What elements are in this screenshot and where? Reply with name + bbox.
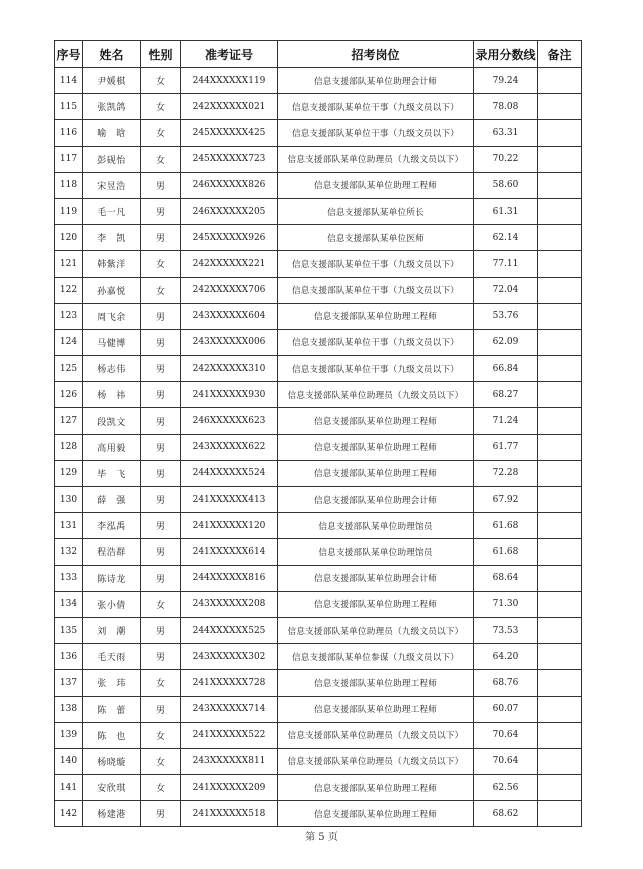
cell-score: 68.62 (474, 801, 538, 827)
cell-score: 68.76 (474, 670, 538, 696)
cell-position: 信息支援部队某单位干事（九级文员以下） (278, 94, 474, 120)
cell-remark (538, 408, 582, 434)
cell-remark (538, 303, 582, 329)
cell-name: 李泓禹 (83, 513, 141, 539)
cell-seq: 137 (55, 670, 83, 696)
table-row (55, 775, 582, 801)
cell-position: 信息支援部队某单位所长 (278, 198, 474, 224)
cell-remark (538, 68, 582, 94)
cell-exam-no: 244XXXXXX816 (181, 565, 278, 591)
header-position: 招考岗位 (278, 41, 474, 68)
cell-remark (538, 565, 582, 591)
cell-position: 信息支援部队某单位干事（九级文员以下） (278, 356, 474, 382)
cell-seq: 133 (55, 565, 83, 591)
cell-seq: 122 (55, 277, 83, 303)
cell-score: 53.76 (474, 303, 538, 329)
header-score: 录用分数线 (474, 41, 538, 68)
cell-score: 62.09 (474, 329, 538, 355)
cell-remark (538, 382, 582, 408)
cell-remark (538, 329, 582, 355)
cell-name: 毛天雨 (83, 644, 141, 670)
cell-gender: 男 (141, 539, 181, 565)
page-number: 第 5 页 (305, 832, 338, 843)
table-row (55, 801, 582, 827)
cell-remark (538, 670, 582, 696)
cell-exam-no: 242XXXXXX221 (181, 251, 278, 277)
cell-position: 信息支援部队某单位助理员（九级文员以下） (278, 382, 474, 408)
cell-gender: 女 (141, 722, 181, 748)
cell-gender: 女 (141, 670, 181, 696)
table-row (55, 68, 582, 94)
cell-seq: 141 (55, 775, 83, 801)
cell-exam-no: 241XXXXXX518 (181, 801, 278, 827)
cell-gender: 男 (141, 225, 181, 251)
cell-gender: 男 (141, 513, 181, 539)
cell-name: 高用毅 (83, 434, 141, 460)
cell-gender: 女 (141, 591, 181, 617)
table-row (55, 565, 582, 591)
cell-seq: 129 (55, 460, 83, 486)
table-row (55, 120, 582, 146)
cell-score: 60.07 (474, 696, 538, 722)
cell-exam-no: 246XXXXXX623 (181, 408, 278, 434)
header-row (55, 41, 582, 68)
cell-position: 信息支援部队某单位助理工程师 (278, 591, 474, 617)
table-row (55, 329, 582, 355)
cell-seq: 132 (55, 539, 83, 565)
cell-gender: 女 (141, 251, 181, 277)
cell-gender: 男 (141, 408, 181, 434)
cell-remark (538, 251, 582, 277)
table-row (55, 356, 582, 382)
cell-seq: 130 (55, 487, 83, 513)
cell-position: 信息支援部队某单位助理员（九级文员以下） (278, 748, 474, 774)
cell-position: 信息支援部队某单位助理工程师 (278, 670, 474, 696)
cell-score: 62.56 (474, 775, 538, 801)
cell-score: 61.68 (474, 539, 538, 565)
cell-exam-no: 243XXXXXX604 (181, 303, 278, 329)
cell-name: 张小倩 (83, 591, 141, 617)
cell-position: 信息支援部队某单位助理会计师 (278, 487, 474, 513)
cell-seq: 124 (55, 329, 83, 355)
table-row (55, 748, 582, 774)
table-row (55, 513, 582, 539)
table-row (55, 487, 582, 513)
cell-name: 程浩群 (83, 539, 141, 565)
cell-score: 68.64 (474, 565, 538, 591)
cell-remark (538, 748, 582, 774)
table-row (55, 251, 582, 277)
cell-remark (538, 434, 582, 460)
cell-score: 58.60 (474, 172, 538, 198)
cell-score: 79.24 (474, 68, 538, 94)
cell-position: 信息支援部队某单位医师 (278, 225, 474, 251)
cell-exam-no: 241XXXXXX614 (181, 539, 278, 565)
table-row (55, 303, 582, 329)
cell-exam-no: 246XXXXXX205 (181, 198, 278, 224)
cell-name: 薛 强 (83, 487, 141, 513)
cell-seq: 120 (55, 225, 83, 251)
cell-name: 陈 蕾 (83, 696, 141, 722)
cell-position: 信息支援部队某单位干事（九级文员以下） (278, 120, 474, 146)
cell-position: 信息支援部队某单位助理工程师 (278, 460, 474, 486)
results-table (54, 40, 582, 827)
cell-gender: 男 (141, 460, 181, 486)
table-row (55, 539, 582, 565)
cell-seq: 117 (55, 146, 83, 172)
cell-remark (538, 775, 582, 801)
cell-name: 毛一凡 (83, 198, 141, 224)
cell-seq: 115 (55, 94, 83, 120)
cell-seq: 142 (55, 801, 83, 827)
cell-score: 71.30 (474, 591, 538, 617)
table-row (55, 225, 582, 251)
cell-name: 毕 飞 (83, 460, 141, 486)
cell-exam-no: 243XXXXXX622 (181, 434, 278, 460)
cell-name: 杨志伟 (83, 356, 141, 382)
cell-name: 周飞余 (83, 303, 141, 329)
cell-position: 信息支援部队某单位助理工程师 (278, 775, 474, 801)
cell-exam-no: 241XXXXXX413 (181, 487, 278, 513)
cell-remark (538, 198, 582, 224)
cell-position: 信息支援部队某单位助理员（九级文员以下） (278, 617, 474, 643)
cell-remark (538, 487, 582, 513)
cell-score: 68.27 (474, 382, 538, 408)
cell-gender: 男 (141, 382, 181, 408)
cell-remark (538, 617, 582, 643)
cell-score: 71.24 (474, 408, 538, 434)
cell-remark (538, 277, 582, 303)
table-row (55, 591, 582, 617)
cell-seq: 125 (55, 356, 83, 382)
cell-gender: 女 (141, 94, 181, 120)
cell-exam-no: 243XXXXXX302 (181, 644, 278, 670)
cell-name: 杨 祎 (83, 382, 141, 408)
table-body (55, 68, 582, 827)
cell-exam-no: 242XXXXXX310 (181, 356, 278, 382)
cell-exam-no: 246XXXXXX826 (181, 172, 278, 198)
cell-name: 马健博 (83, 329, 141, 355)
cell-exam-no: 244XXXXXX525 (181, 617, 278, 643)
cell-exam-no: 244XXXXXX119 (181, 68, 278, 94)
cell-exam-no: 245XXXXXX926 (181, 225, 278, 251)
cell-position: 信息支援部队某单位干事（九级文员以下） (278, 277, 474, 303)
header-remark: 备注 (538, 41, 582, 68)
cell-score: 70.22 (474, 146, 538, 172)
cell-gender: 男 (141, 356, 181, 382)
cell-exam-no: 243XXXXXX811 (181, 748, 278, 774)
cell-seq: 136 (55, 644, 83, 670)
cell-name: 宋昱浩 (83, 172, 141, 198)
cell-remark (538, 801, 582, 827)
cell-remark (538, 120, 582, 146)
cell-exam-no: 245XXXXXX425 (181, 120, 278, 146)
table-row (55, 670, 582, 696)
cell-score: 72.04 (474, 277, 538, 303)
cell-position: 信息支援部队某单位助理员（九级文员以下） (278, 146, 474, 172)
cell-gender: 男 (141, 434, 181, 460)
cell-name: 张 玮 (83, 670, 141, 696)
cell-exam-no: 245XXXXXX723 (181, 146, 278, 172)
table-row (55, 696, 582, 722)
cell-gender: 女 (141, 277, 181, 303)
cell-seq: 126 (55, 382, 83, 408)
cell-exam-no: 243XXXXXX208 (181, 591, 278, 617)
cell-position: 信息支援部队某单位干事（九级文员以下） (278, 329, 474, 355)
cell-gender: 女 (141, 68, 181, 94)
cell-score: 63.31 (474, 120, 538, 146)
table-row (55, 617, 582, 643)
cell-score: 62.14 (474, 225, 538, 251)
cell-position: 信息支援部队某单位助理馆员 (278, 539, 474, 565)
cell-seq: 139 (55, 722, 83, 748)
cell-gender: 男 (141, 801, 181, 827)
cell-remark (538, 696, 582, 722)
cell-remark (538, 513, 582, 539)
cell-remark (538, 722, 582, 748)
cell-exam-no: 242XXXXXX706 (181, 277, 278, 303)
cell-exam-no: 241XXXXXX522 (181, 722, 278, 748)
cell-gender: 男 (141, 172, 181, 198)
cell-score: 66.84 (474, 356, 538, 382)
cell-gender: 女 (141, 120, 181, 146)
cell-position: 信息支援部队某单位助理会计师 (278, 565, 474, 591)
cell-remark (538, 146, 582, 172)
cell-name: 安欣琪 (83, 775, 141, 801)
cell-position: 信息支援部队某单位助理工程师 (278, 434, 474, 460)
cell-seq: 121 (55, 251, 83, 277)
cell-gender: 男 (141, 565, 181, 591)
header-exam-no: 准考证号 (181, 41, 278, 68)
cell-name: 尹媛棋 (83, 68, 141, 94)
table-row (55, 172, 582, 198)
header-name: 姓名 (83, 41, 141, 68)
cell-score: 72.28 (474, 460, 538, 486)
cell-gender: 男 (141, 303, 181, 329)
cell-gender: 男 (141, 329, 181, 355)
cell-seq: 131 (55, 513, 83, 539)
cell-score: 61.31 (474, 198, 538, 224)
cell-position: 信息支援部队某单位助理馆员 (278, 513, 474, 539)
cell-position: 信息支援部队某单位助理工程师 (278, 172, 474, 198)
cell-seq: 128 (55, 434, 83, 460)
cell-position: 信息支援部队某单位助理会计师 (278, 68, 474, 94)
table-row (55, 146, 582, 172)
cell-name: 段凯文 (83, 408, 141, 434)
cell-gender: 女 (141, 146, 181, 172)
cell-name: 刘 潮 (83, 617, 141, 643)
cell-name: 杨晓璇 (83, 748, 141, 774)
cell-name: 彭砚怡 (83, 146, 141, 172)
cell-score: 73.53 (474, 617, 538, 643)
cell-score: 78.08 (474, 94, 538, 120)
cell-remark (538, 644, 582, 670)
table-row (55, 277, 582, 303)
cell-remark (538, 94, 582, 120)
cell-seq: 138 (55, 696, 83, 722)
cell-exam-no: 241XXXXXX930 (181, 382, 278, 408)
cell-name: 陈 也 (83, 722, 141, 748)
cell-gender: 女 (141, 775, 181, 801)
cell-seq: 123 (55, 303, 83, 329)
cell-score: 70.64 (474, 722, 538, 748)
cell-remark (538, 460, 582, 486)
cell-remark (538, 172, 582, 198)
cell-score: 61.68 (474, 513, 538, 539)
table-row (55, 722, 582, 748)
cell-name: 陈诗龙 (83, 565, 141, 591)
cell-position: 信息支援部队某单位助理工程师 (278, 801, 474, 827)
cell-position: 信息支援部队某单位干事（九级文员以下） (278, 251, 474, 277)
cell-exam-no: 243XXXXXX714 (181, 696, 278, 722)
cell-exam-no: 243XXXXXX006 (181, 329, 278, 355)
cell-score: 77.11 (474, 251, 538, 277)
cell-score: 70.64 (474, 748, 538, 774)
cell-seq: 119 (55, 198, 83, 224)
cell-name: 张凯鸽 (83, 94, 141, 120)
cell-position: 信息支援部队某单位助理工程师 (278, 303, 474, 329)
cell-seq: 118 (55, 172, 83, 198)
cell-position: 信息支援部队某单位助理工程师 (278, 408, 474, 434)
cell-name: 孙嘉悦 (83, 277, 141, 303)
cell-score: 61.77 (474, 434, 538, 460)
table-row (55, 460, 582, 486)
cell-gender: 男 (141, 617, 181, 643)
cell-exam-no: 241XXXXXX120 (181, 513, 278, 539)
cell-exam-no: 244XXXXXX524 (181, 460, 278, 486)
cell-gender: 男 (141, 198, 181, 224)
table-row (55, 382, 582, 408)
table-row (55, 434, 582, 460)
cell-seq: 127 (55, 408, 83, 434)
cell-remark (538, 225, 582, 251)
header-gender: 性别 (141, 41, 181, 68)
cell-name: 杨建港 (83, 801, 141, 827)
cell-position: 信息支援部队某单位助理员（九级文员以下） (278, 722, 474, 748)
cell-name: 李 凯 (83, 225, 141, 251)
table-row (55, 198, 582, 224)
cell-gender: 女 (141, 748, 181, 774)
cell-name: 喻 晗 (83, 120, 141, 146)
cell-score: 64.20 (474, 644, 538, 670)
table-row (55, 644, 582, 670)
cell-seq: 116 (55, 120, 83, 146)
cell-exam-no: 242XXXXXX021 (181, 94, 278, 120)
cell-score: 67.92 (474, 487, 538, 513)
cell-gender: 男 (141, 487, 181, 513)
header-seq: 序号 (55, 41, 83, 68)
cell-seq: 134 (55, 591, 83, 617)
cell-remark (538, 539, 582, 565)
cell-name: 韩紫洋 (83, 251, 141, 277)
cell-remark (538, 356, 582, 382)
cell-exam-no: 241XXXXXX209 (181, 775, 278, 801)
table-row (55, 408, 582, 434)
cell-seq: 114 (55, 68, 83, 94)
cell-exam-no: 241XXXXXX728 (181, 670, 278, 696)
cell-seq: 135 (55, 617, 83, 643)
cell-gender: 男 (141, 696, 181, 722)
table-row (55, 94, 582, 120)
cell-remark (538, 591, 582, 617)
cell-gender: 男 (141, 644, 181, 670)
cell-seq: 140 (55, 748, 83, 774)
cell-position: 信息支援部队某单位参谋（九级文员以下） (278, 644, 474, 670)
cell-position: 信息支援部队某单位助理工程师 (278, 696, 474, 722)
